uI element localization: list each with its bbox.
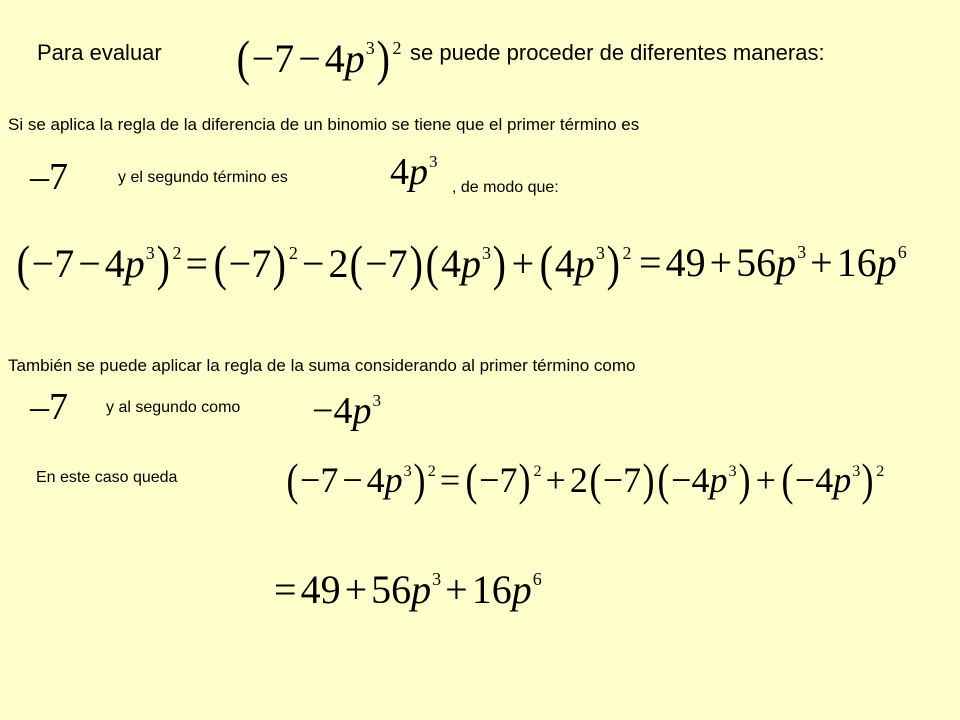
second-term-minus-4p3: $-4p^3$ [312,390,381,432]
second-term-sum-label: y al segundo como [106,399,241,416]
first-term-minus-seven-sum: –7 [30,386,68,428]
difference-rule-text: Si se aplica la regla de la diferencia de un binomio se tiene que el primer término es [8,115,640,134]
second-term-4p3: $4p^3$ [390,151,438,193]
in-this-case-text: En este caso queda [36,469,178,486]
difference-result: = $49 + 56p^3 + 16p^6$ [639,240,907,285]
second-term-label: y el segundo término es [118,169,288,186]
so-that-text: , de modo que: [452,179,559,196]
first-term-minus-seven: –7 [30,156,68,198]
difference-expansion-equation: $(-7 - 4p^3)$ $^2$ = (−7) $^2 - 2(-7)(4p^3) + (4p^3)$ $^2$ [16,235,632,291]
intro-text-prefix: Para evaluar [37,40,162,65]
sum-expansion-equation: $(-7 - 4p^3)$ $^2$ = (−7) $^2 + 2(-7)(-4p^3) + (-4p^3)$ $^2$ [286,454,885,505]
sum-rule-text: También se puede aplicar la regla de la suma considerando al primer término como [8,356,636,375]
sum-result: = $49 + 56p^3 + 16p^6$ [274,567,542,612]
expression-square-binomial: $(-7 - 4p^3)$ $^2$ [236,30,402,86]
intro-text-suffix: se puede proceder de diferentes maneras: [410,40,825,65]
